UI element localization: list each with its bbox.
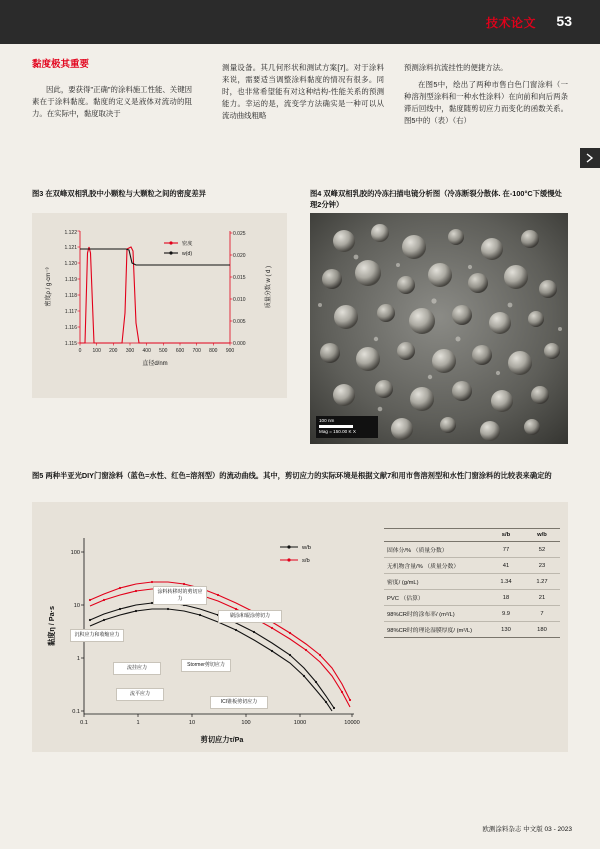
annotation-brush-roller: 刷涂和辊涂剪切力 — [218, 610, 282, 623]
figure-3-caption: 图3 在双峰双相乳胶中小颗粒与大颗粒之间的密度差异 — [32, 189, 206, 198]
svg-text:0.015: 0.015 — [233, 275, 246, 281]
table-row — [384, 542, 560, 558]
figure-5-chart — [32, 502, 377, 752]
scalebar-magnification: Mag = 150.00 K X — [319, 428, 356, 434]
svg-text:200: 200 — [109, 348, 118, 354]
svg-text:100: 100 — [241, 720, 251, 726]
body-column-3 — [404, 62, 568, 132]
figure-5-legend — [280, 545, 311, 564]
figure-4-caption: 图4 双峰双相乳胶的冷冻扫描电镜分析图（冷冻断裂分散体. 在-100°C下缓慢处理2分钟） — [310, 189, 562, 209]
row-label: 98%CR时的涂布率/ (m²/L) — [384, 606, 488, 622]
col-header-sb: s/b — [488, 529, 524, 542]
page-number: 53 — [556, 13, 572, 29]
annotation-level-stress: 流平应力 — [116, 688, 164, 701]
svg-text:密度ρ / g·cm⁻³: 密度ρ / g·cm⁻³ — [46, 267, 52, 307]
svg-text:600: 600 — [175, 348, 185, 354]
svg-text:0.025: 0.025 — [233, 231, 246, 237]
svg-text:1: 1 — [136, 720, 140, 726]
svg-text:0.000: 0.000 — [233, 341, 246, 347]
body-column-1 — [32, 84, 192, 125]
figure-4 — [310, 213, 568, 444]
svg-text:s/b: s/b — [302, 558, 310, 564]
svg-text:1.118: 1.118 — [64, 293, 77, 299]
body-column-2 — [222, 62, 384, 127]
svg-text:100: 100 — [70, 550, 80, 556]
svg-text:1000: 1000 — [293, 720, 307, 726]
row-label: 密度/ (g/mL) — [384, 574, 488, 590]
svg-text:0.1: 0.1 — [80, 720, 88, 726]
header-title: 技术论文 — [485, 16, 536, 30]
row-value-wb: 1.27 — [524, 574, 560, 590]
page-footer: 欧测涂料杂志 中文版 03 - 2023 — [482, 826, 572, 833]
row-value-wb: 23 — [524, 558, 560, 574]
sem-scalebar — [316, 416, 378, 438]
svg-text:1: 1 — [76, 656, 80, 662]
svg-text:1.116: 1.116 — [64, 325, 77, 331]
row-label: PVC （估算） — [384, 590, 488, 606]
table-row — [384, 558, 560, 574]
svg-text:w(d): w(d) — [182, 251, 193, 257]
svg-text:1.121: 1.121 — [64, 245, 77, 251]
scalebar-length: 100 nm — [319, 418, 335, 423]
svg-text:0: 0 — [78, 348, 82, 354]
row-value-sb: 130 — [488, 622, 524, 638]
table-row — [384, 622, 560, 638]
table-row — [384, 606, 560, 622]
table-row — [384, 574, 560, 590]
svg-text:w/b: w/b — [302, 545, 312, 551]
row-label: 固体分/% （质量分数） — [384, 542, 488, 558]
row-value-sb: 9.9 — [488, 606, 524, 622]
table-header-row — [384, 529, 560, 542]
svg-text:1.117: 1.117 — [64, 309, 77, 315]
annotation-ici: ICI锥板剪切应力 — [210, 696, 268, 709]
figure-3 — [32, 213, 287, 398]
figure-3-chart — [32, 213, 287, 398]
paragraph: 在图5中，绘出了两种市售白色门窗涂料（一种溶剂型涂料和一种水性涂料）在向前和向后两条滞后回线中，黏度随剪切应力而变化的函数关系。图5中的（表）（右） — [404, 79, 568, 125]
svg-text:10: 10 — [73, 603, 80, 609]
next-page-tab[interactable] — [580, 148, 600, 168]
col-header-wb: w/b — [524, 529, 560, 542]
svg-text:黏度η / Pa·s: 黏度η / Pa·s — [47, 606, 56, 646]
svg-text:质量分数 w ( d ): 质量分数 w ( d ) — [266, 265, 272, 309]
svg-text:剪切应力τ/Pa: 剪切应力τ/Pa — [200, 735, 244, 744]
svg-text:800: 800 — [209, 348, 218, 354]
page-header — [0, 0, 600, 44]
row-label: 无机物含量/% （质量分数） — [384, 558, 488, 574]
paragraph: 预测涂料抗流挂性的便捷方法。 — [404, 63, 508, 72]
row-value-sb: 18 — [488, 590, 524, 606]
table-row — [384, 590, 560, 606]
row-value-wb: 7 — [524, 606, 560, 622]
svg-text:0.1: 0.1 — [72, 709, 80, 715]
annotation-sag-flow: 沉积应力和收缩应力 — [70, 629, 124, 642]
svg-text:900: 900 — [225, 348, 235, 354]
col-header-label — [384, 529, 488, 542]
svg-text:10000: 10000 — [344, 720, 360, 726]
section-heading: 黏度极其重要 — [32, 59, 90, 70]
chevron-right-icon — [586, 153, 594, 163]
svg-text:10: 10 — [188, 720, 196, 726]
svg-text:0.005: 0.005 — [233, 319, 246, 325]
svg-text:1.119: 1.119 — [64, 277, 77, 283]
svg-text:700: 700 — [192, 348, 201, 354]
svg-text:300: 300 — [125, 348, 135, 354]
figure-5-caption: 图5 两种半亚光DIY门窗涂料（蓝色=水性、红色=溶剂型）的流动曲线。其中，剪切应力的实际环境是根据文献7和用市售溶剂型和水性门窗涂料的比较表来确定的 — [32, 471, 552, 480]
svg-text:直径d/nm: 直径d/nm — [142, 361, 168, 367]
svg-text:1.122: 1.122 — [64, 230, 77, 236]
svg-text:1.115: 1.115 — [64, 341, 77, 347]
paragraph: 因此，要获得"正确"的涂料施工性能、关键因素在于涂料黏度。黏度的定义是液体对流动的阻力。在实际中，黏度取决于 — [32, 85, 192, 118]
annotation-roller-transfer: 涂料转移时的剪切应力 — [153, 586, 207, 605]
row-value-sb: 41 — [488, 558, 524, 574]
paragraph: 测量设备。其几何形状和测试方案[7]。对于涂料来说，需要适当调整涂料黏度的情况有很多。同时，也非常希望能有对这种结构-性能关系的预测能力。幸运的是，流变学方法确实是一种可以从流动曲线粗略 — [222, 63, 384, 120]
svg-text:密度: 密度 — [182, 241, 193, 247]
annotation-flow-stress: 流挂应力 — [113, 662, 161, 675]
row-value-sb: 77 — [488, 542, 524, 558]
svg-text:0.020: 0.020 — [233, 253, 246, 259]
figure-5-table — [384, 528, 560, 638]
row-value-wb: 21 — [524, 590, 560, 606]
svg-text:500: 500 — [159, 348, 168, 354]
row-value-wb: 180 — [524, 622, 560, 638]
row-value-wb: 52 — [524, 542, 560, 558]
row-label: 98%CR时的理论湿膜厚度/ (m²/L) — [384, 622, 488, 638]
sem-micrograph — [310, 213, 568, 444]
svg-text:0.010: 0.010 — [233, 297, 246, 303]
row-value-sb: 1.34 — [488, 574, 524, 590]
annotation-stormer: Stormer剪切应力 — [181, 659, 231, 672]
scalebar-line — [319, 425, 353, 428]
svg-text:400: 400 — [142, 348, 151, 354]
svg-text:100: 100 — [92, 348, 101, 354]
figure-5 — [32, 502, 568, 752]
svg-text:1.120: 1.120 — [64, 261, 77, 267]
